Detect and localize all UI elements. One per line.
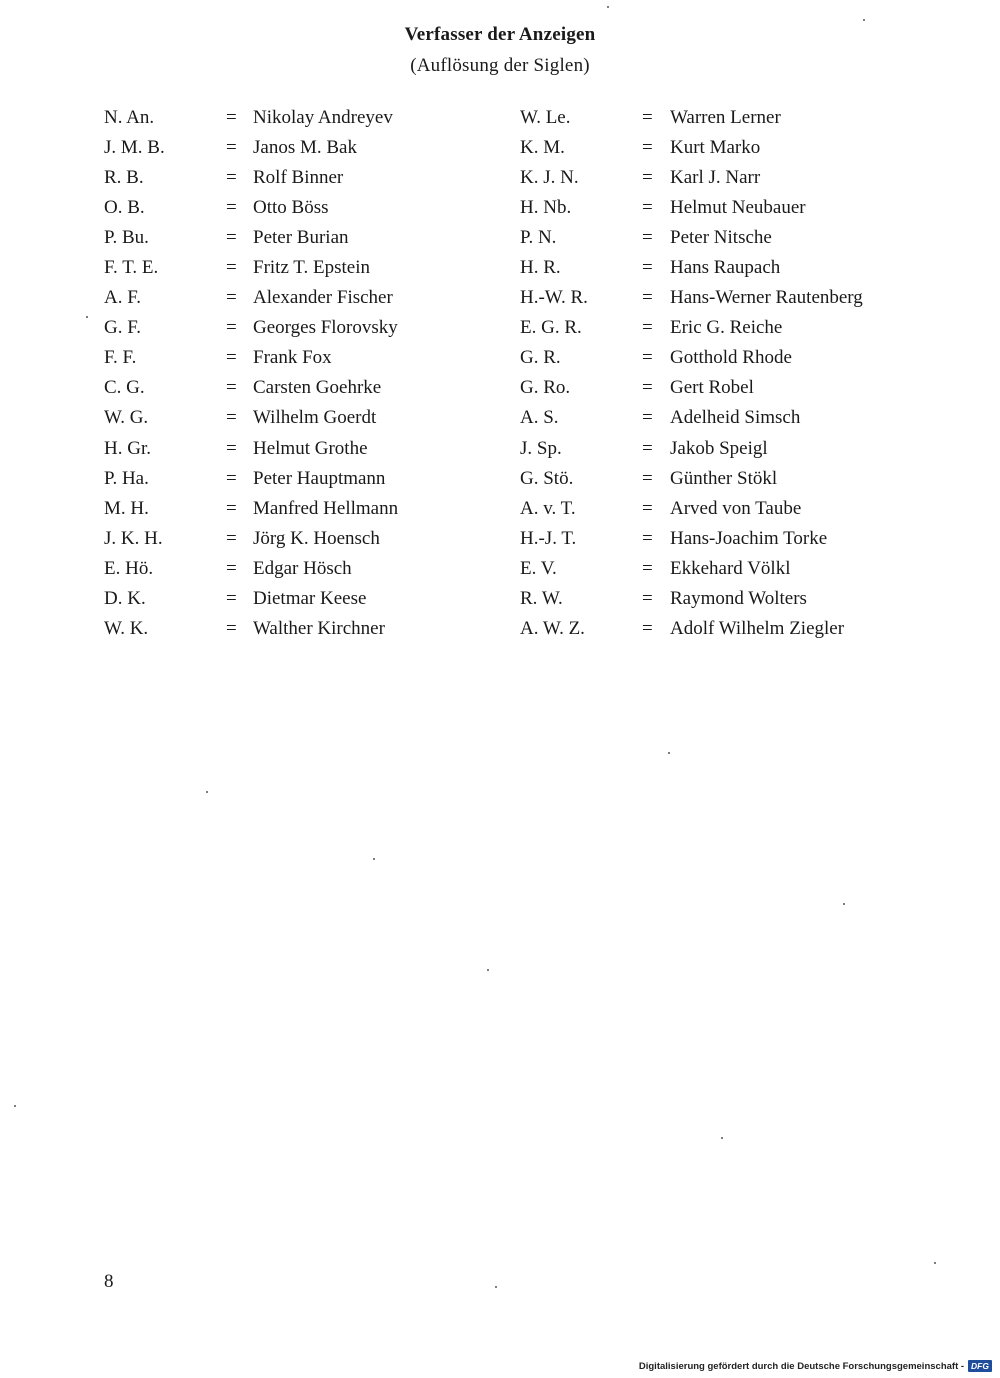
equals-sign: = <box>642 617 653 639</box>
equals-sign: = <box>226 227 237 249</box>
author-name: Gotthold Rhode <box>670 347 792 369</box>
author-entry <box>520 373 940 403</box>
equals-sign: = <box>226 137 237 159</box>
equals-sign: = <box>642 107 653 128</box>
author-name: Warren Lerner <box>670 107 781 128</box>
page-title: Verfasser der Anzeigen <box>404 24 596 45</box>
author-abbreviation: J. M. B. <box>104 137 165 159</box>
author-name: Günther Stökl <box>670 467 778 489</box>
author-name: Eric G. Reiche <box>670 317 783 339</box>
scan-speck <box>86 316 88 318</box>
author-abbreviation: C. G. <box>104 377 145 399</box>
author-abbreviation: A. F. <box>104 287 142 309</box>
author-abbreviation: H.-J. T. <box>520 527 577 549</box>
author-name: Wilhelm Goerdt <box>253 407 377 429</box>
equals-sign: = <box>226 467 237 489</box>
author-entry <box>520 614 940 644</box>
equals-sign: = <box>642 377 653 399</box>
author-name: Edgar Hösch <box>253 557 352 579</box>
scan-speck <box>863 19 865 21</box>
author-entry <box>104 133 504 163</box>
equals-sign: = <box>642 137 653 159</box>
scan-speck <box>373 858 375 860</box>
author-entry <box>520 584 940 614</box>
author-abbreviation: K. M. <box>520 137 565 159</box>
equals-sign: = <box>642 287 653 309</box>
author-name: Georges Florovsky <box>253 317 398 339</box>
equals-sign: = <box>226 167 237 189</box>
author-entry <box>104 584 504 614</box>
author-abbreviation: A. v. T. <box>520 497 576 519</box>
author-abbreviation: H. R. <box>520 257 561 279</box>
footer-text: Digitalisierung gefördert durch die Deutsche Forschungsgemeinschaft - <box>638 1360 965 1372</box>
author-entry <box>104 343 504 373</box>
author-entry <box>520 193 940 223</box>
author-entry <box>520 313 940 343</box>
author-abbreviation: P. Bu. <box>104 227 149 249</box>
equals-sign: = <box>226 587 237 609</box>
author-name: Peter Burian <box>253 227 349 249</box>
equals-sign: = <box>226 197 237 219</box>
page-subtitle: (Auflösung der Siglen) <box>410 55 590 76</box>
author-abbreviation: O. B. <box>104 197 145 219</box>
author-name: Peter Nitsche <box>670 227 772 249</box>
author-entry <box>104 403 504 433</box>
equals-sign: = <box>642 227 653 249</box>
author-abbreviation: P. Ha. <box>104 467 149 489</box>
author-name: Rolf Binner <box>253 167 344 189</box>
author-abbreviation: G. F. <box>104 317 142 339</box>
author-entry <box>104 524 504 554</box>
scan-speck <box>487 969 489 971</box>
author-entry <box>520 403 940 433</box>
author-entry <box>104 163 504 193</box>
author-entry <box>520 554 940 584</box>
equals-sign: = <box>226 407 237 429</box>
scan-speck <box>843 903 845 905</box>
author-abbreviation: H. Gr. <box>104 437 151 459</box>
author-name: Hans-Werner Rautenberg <box>670 287 863 309</box>
author-abbreviation: N. An. <box>104 107 155 128</box>
equals-sign: = <box>226 527 237 549</box>
equals-sign: = <box>226 287 237 309</box>
scan-speck <box>721 1137 723 1139</box>
author-name: Dietmar Keese <box>253 587 367 609</box>
scan-speck <box>14 1105 16 1107</box>
author-entry <box>520 223 940 253</box>
author-name: Carsten Goehrke <box>253 377 382 399</box>
left-author-column <box>104 103 504 644</box>
author-name: Helmut Neubauer <box>670 197 806 219</box>
equals-sign: = <box>226 317 237 339</box>
equals-sign: = <box>642 347 653 369</box>
author-abbreviation: R. B. <box>104 167 144 189</box>
author-entry <box>520 434 940 464</box>
author-abbreviation: G. Stö. <box>520 467 574 489</box>
author-name: Gert Robel <box>670 377 754 399</box>
author-entry <box>520 494 940 524</box>
dfg-logo: DFG <box>968 1360 992 1372</box>
author-entry <box>104 223 504 253</box>
equals-sign: = <box>226 497 237 519</box>
author-name: Peter Hauptmann <box>253 467 386 489</box>
equals-sign: = <box>226 107 237 128</box>
author-entry <box>104 193 504 223</box>
author-name: Frank Fox <box>253 347 332 369</box>
author-entry <box>104 373 504 403</box>
author-entry <box>104 103 504 133</box>
author-abbreviation: W. K. <box>104 617 149 639</box>
scan-speck <box>495 1286 497 1288</box>
author-name: Fritz T. Epstein <box>253 257 370 279</box>
scan-speck <box>934 1262 936 1264</box>
author-name: Raymond Wolters <box>670 587 807 609</box>
equals-sign: = <box>642 527 653 549</box>
equals-sign: = <box>642 317 653 339</box>
author-abbreviation: J. Sp. <box>520 437 562 459</box>
author-abbreviation: K. J. N. <box>520 167 579 189</box>
equals-sign: = <box>226 557 237 579</box>
digitization-footer <box>639 1360 992 1372</box>
equals-sign: = <box>226 377 237 399</box>
equals-sign: = <box>642 257 653 279</box>
author-abbreviation: J. K. H. <box>104 527 163 549</box>
author-abbreviation: F. T. E. <box>104 257 159 279</box>
author-entry <box>104 434 504 464</box>
author-abbreviation: A. S. <box>520 407 559 429</box>
author-name: Kurt Marko <box>670 137 761 159</box>
author-name: Otto Böss <box>253 197 329 219</box>
author-entry <box>104 494 504 524</box>
author-entry <box>520 343 940 373</box>
author-entry <box>520 163 940 193</box>
author-abbreviation: P. N. <box>520 227 557 249</box>
author-name: Janos M. Bak <box>253 137 357 159</box>
author-name: Jakob Speigl <box>670 437 768 459</box>
author-abbreviation: R. W. <box>520 587 563 609</box>
author-entry <box>104 464 504 494</box>
author-name: Adelheid Simsch <box>670 407 801 429</box>
author-entry <box>520 103 940 133</box>
equals-sign: = <box>642 437 653 459</box>
author-name: Adolf Wilhelm Ziegler <box>670 617 845 639</box>
author-abbreviation: H.-W. R. <box>520 287 588 309</box>
author-entry <box>520 524 940 554</box>
author-abbreviation: G. R. <box>520 347 561 369</box>
author-name: Ekkehard Völkl <box>670 557 791 579</box>
author-name: Arved von Taube <box>670 497 802 519</box>
equals-sign: = <box>226 437 237 459</box>
scan-speck <box>668 752 670 754</box>
author-entry <box>104 283 504 313</box>
equals-sign: = <box>226 347 237 369</box>
author-abbreviation: E. V. <box>520 557 557 579</box>
author-abbreviation: W. G. <box>104 407 149 429</box>
author-name: Hans Raupach <box>670 257 781 279</box>
right-author-column <box>520 103 940 644</box>
author-name: Nikolay Andreyev <box>253 107 393 128</box>
author-abbreviation: H. Nb. <box>520 197 572 219</box>
author-abbreviation: A. W. Z. <box>520 617 585 639</box>
equals-sign: = <box>642 407 653 429</box>
author-abbreviation: M. H. <box>104 497 149 519</box>
author-name: Hans-Joachim Torke <box>670 527 828 549</box>
author-abbreviation: E. G. R. <box>520 317 582 339</box>
author-name: Helmut Grothe <box>253 437 368 459</box>
author-entry <box>520 283 940 313</box>
author-abbreviation: E. Hö. <box>104 557 154 579</box>
author-entry <box>104 554 504 584</box>
author-entry <box>520 253 940 283</box>
scan-speck <box>607 6 609 8</box>
author-name: Karl J. Narr <box>670 167 761 189</box>
author-entry <box>520 464 940 494</box>
author-abbreviation: W. Le. <box>520 107 571 128</box>
equals-sign: = <box>642 467 653 489</box>
equals-sign: = <box>642 167 653 189</box>
author-entry <box>104 614 504 644</box>
author-abbreviation: D. K. <box>104 587 146 609</box>
author-entry <box>104 253 504 283</box>
equals-sign: = <box>642 497 653 519</box>
author-abbreviation: F. F. <box>104 347 137 369</box>
equals-sign: = <box>226 617 237 639</box>
equals-sign: = <box>642 197 653 219</box>
author-name: Manfred Hellmann <box>253 497 399 519</box>
author-name: Jörg K. Hoensch <box>253 527 380 549</box>
equals-sign: = <box>642 587 653 609</box>
author-name: Walther Kirchner <box>253 617 385 639</box>
page-number: 8 <box>104 1271 114 1292</box>
author-entry <box>104 313 504 343</box>
scan-speck <box>206 791 208 793</box>
equals-sign: = <box>642 557 653 579</box>
author-abbreviation: G. Ro. <box>520 377 571 399</box>
author-entry <box>520 133 940 163</box>
equals-sign: = <box>226 257 237 279</box>
author-name: Alexander Fischer <box>253 287 393 309</box>
